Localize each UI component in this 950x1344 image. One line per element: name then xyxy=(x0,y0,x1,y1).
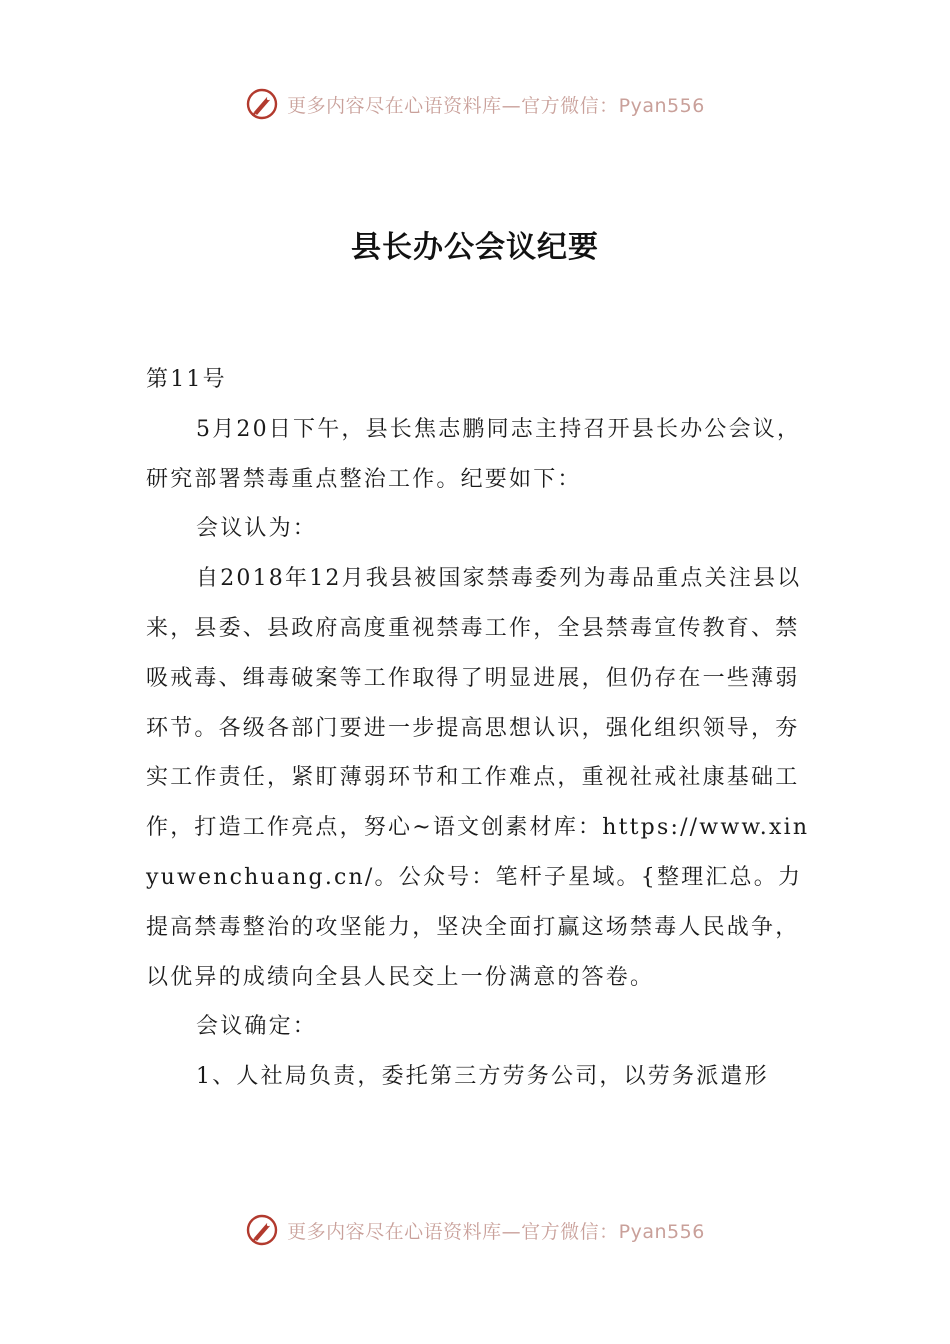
page-title: 县长办公会议纪要 xyxy=(351,230,599,265)
paragraph-body: 自2018年12月我县被国家禁毒委列为毒品重点关注县以来，县委、县政府高度重视禁毒工作，全县禁毒宣传教育、禁吸戒毒、缉毒破案等工作取得了明显进展，但仍存在一些薄弱环节。各级各部门要进一步提高思想认识，强化组织领导，夯实工作责任，紧盯薄弱环节和工作难点，重视社戒社康基础工作，打造工作亮点，努心~语文创素材库：https://www.xinyuwenchuang.cn/。公众号：笔杆子星域。{整理汇总。力提高禁毒整治的攻坚能力，坚决全面打赢这场禁毒人民战争，以优异的成绩向全县人民交上一份满意的答卷。 xyxy=(146,566,810,990)
paragraph-item-1: 1、人社局负责，委托第三方劳务公司，以劳务派遣形 xyxy=(196,1064,769,1090)
watermark-text: 更多内容尽在心语资料库—官方微信：Pyan556 xyxy=(287,94,705,117)
paragraph-intro: 5月20日下午，县长焦志鹏同志主持召开县长办公会议，研究部署禁毒重点整治工作。纪要如下： xyxy=(146,416,802,492)
watermark-text: 更多内容尽在心语资料库—官方微信：Pyan556 xyxy=(287,1220,705,1243)
pen-nib-logo-icon xyxy=(245,87,279,121)
watermark-banner-top xyxy=(0,82,950,126)
document-body xyxy=(146,355,810,1102)
watermark-banner-bottom xyxy=(0,1208,950,1252)
paragraph-heading-decision: 会议确定： xyxy=(196,1014,318,1040)
issue-number: 第11号 xyxy=(146,367,227,392)
pen-nib-logo-icon xyxy=(245,1213,279,1247)
paragraph-heading-conclusion: 会议认为： xyxy=(196,516,318,542)
